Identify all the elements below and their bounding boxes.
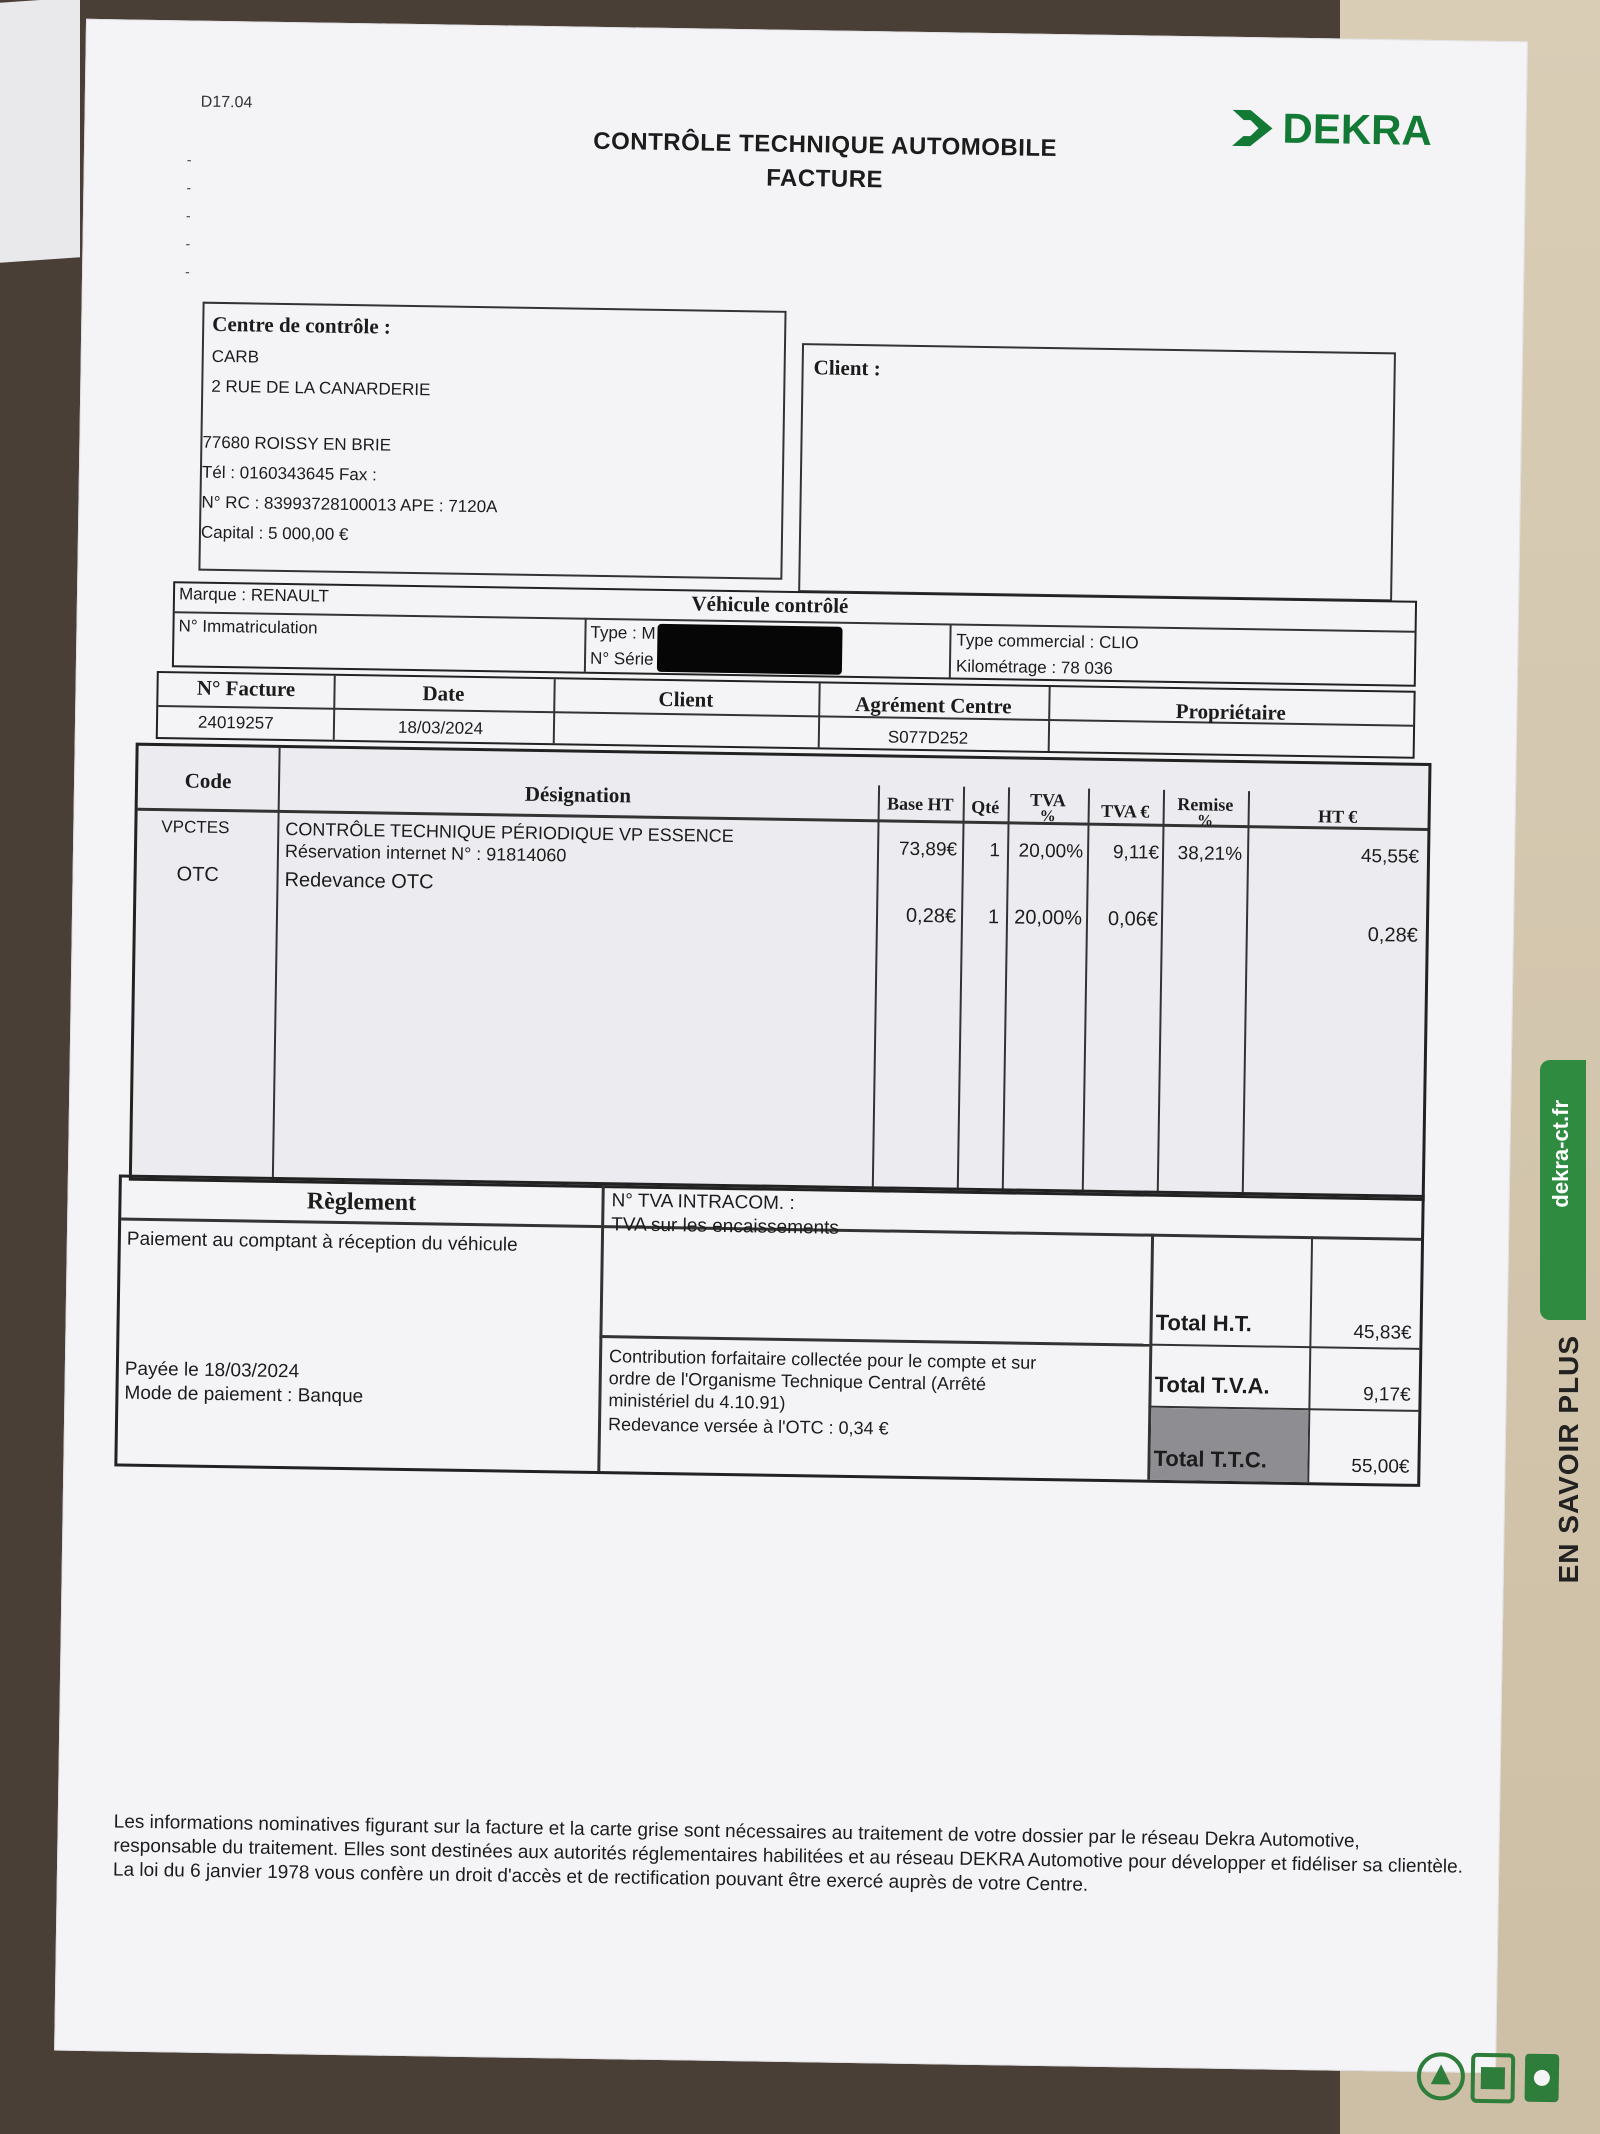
dekra-logo-icon (1230, 106, 1275, 151)
centre-box (198, 302, 786, 580)
vehicle-type: Type : M (590, 622, 656, 643)
row2-code: OTC (176, 863, 220, 886)
contribution-line2: ordre de l'Organisme Technique Central (Arrêté (608, 1368, 987, 1395)
vehicle-km: Kilométrage : 78 036 (955, 656, 1114, 679)
vehicle-commercial: Type commercial : CLIO (956, 630, 1139, 653)
row2-base: 0,28€ (905, 904, 957, 928)
col-remise-header: Remise (1177, 794, 1234, 815)
invoice-number: 24019257 (197, 712, 274, 733)
centre-capital: Capital : 5 000,00 € (200, 522, 349, 544)
dash-mark: - (186, 151, 192, 168)
total-ht-label: Total H.T. (1155, 1309, 1253, 1337)
vehicle-serie: N° Série (589, 648, 654, 669)
row1-base: 73,89€ (898, 838, 958, 861)
legal-notice: Les informations nominatives figurant sur la facture et la carte grise sont nécessaires au traitement de votre dossier par le réseau Dekra Automotive, responsable du traitement. Elles sont destinées aux autorités réglementaires habilitées et au réseau DEKRA Automotive pour développer et fidéliser sa clientèle. La loi du 6 janvier 1978 vous confère un droit d'accès et de rectification pouvant être exercé auprès de votre Centre. (112, 1811, 1464, 1896)
total-ht-value: 45,83€ (1353, 1321, 1412, 1344)
row1-sub: Réservation internet N° : 91814060 (284, 841, 567, 866)
redacted-area (657, 624, 843, 675)
row2-tva-pct: 20,00% (1014, 906, 1083, 930)
centre-heading: Centre de contrôle : (212, 311, 392, 339)
row2-ht: 0,28€ (1367, 924, 1418, 947)
col-designation-header: Désignation (524, 781, 632, 808)
total-tva-value: 9,17€ (1362, 1384, 1411, 1406)
row1-tva-pct: 20,00% (1018, 840, 1084, 863)
col-tva-eur-header: TVA € (1100, 800, 1150, 822)
document-subtitle: FACTURE (765, 164, 884, 194)
row1-designation: CONTRÔLE TECHNIQUE PÉRIODIQUE VP ESSENCE (285, 819, 734, 847)
row1-code: VPCTES (161, 817, 230, 838)
col-tva-pct-header-unit: % (1039, 807, 1056, 826)
invoice-number-header: N° Facture (196, 675, 296, 702)
invoice-client-header: Client (658, 686, 714, 712)
reglement-paid: Payée le 18/03/2024 (124, 1358, 300, 1383)
summary-section (114, 1174, 1424, 1486)
row1-tva-eur: 9,11€ (1112, 842, 1160, 864)
dash-mark: - (185, 207, 191, 224)
col-ht-header: HT € (1317, 806, 1358, 827)
document-reference: D17.04 (200, 93, 253, 112)
vehicle-immat-label: N° Immatriculation (178, 616, 318, 638)
dash-mark: - (185, 235, 191, 252)
contribution-line3: ministériel du 4.10.91) (608, 1390, 786, 1413)
dash-mark: - (184, 263, 190, 280)
contribution-line4: Redevance versée à l'OTC : 0,34 € (607, 1414, 889, 1439)
items-table (129, 743, 1432, 1201)
col-tva-pct-header: TVA (1029, 789, 1066, 811)
tva-intracom: N° TVA INTRACOM. : (611, 1190, 795, 1215)
invoice-date: 18/03/2024 (397, 717, 484, 739)
dash-mark: - (186, 179, 192, 196)
invoice-page (54, 19, 1528, 2073)
row1-qte: 1 (989, 840, 1001, 862)
dekra-logo (1230, 98, 1471, 162)
col-qte-header: Qté (971, 796, 1000, 818)
centre-rc: N° RC : 83993728100013 APE : 7120A (201, 492, 498, 517)
centre-phone: Tél : 0160343645 Fax : (201, 462, 377, 485)
reglement-line: Paiement au comptant à réception du véhicule (126, 1228, 518, 1256)
total-ttc-value: 55,00€ (1351, 1455, 1410, 1478)
dekra-logo-text: DEKRA (1282, 104, 1433, 154)
background-paper (0, 0, 80, 263)
reglement-mode: Mode de paiement : Banque (124, 1382, 364, 1408)
recycling-icons (1414, 2036, 1565, 2113)
invoice-owner-header: Propriétaire (1175, 699, 1286, 725)
centre-name: CARB (211, 346, 260, 367)
col-remise-header-unit: % (1196, 812, 1214, 830)
invoice-date-header: Date (422, 681, 465, 706)
vehicle-heading: Véhicule contrôlé (691, 591, 849, 618)
side-tab-text: dekra-ct.fr (1548, 1100, 1573, 1208)
recycle-icon (1414, 2036, 1565, 2108)
row2-designation: Redevance OTC (284, 869, 434, 894)
client-heading: Client : (813, 355, 881, 381)
tva-encaissements: TVA sur les encaissements (611, 1214, 840, 1239)
reglement-heading: Règlement (306, 1188, 417, 1217)
en-savoir-plus-text: EN SAVOIR PLUS (1553, 1335, 1584, 1584)
row2-qte: 1 (987, 906, 1000, 929)
row1-ht: 45,55€ (1360, 845, 1420, 868)
invoice-agrement-header: Agrément Centre (854, 691, 1012, 719)
vehicle-brand: Marque : RENAULT (178, 584, 330, 606)
document-title: CONTRÔLE TECHNIQUE AUTOMOBILE (593, 127, 1058, 163)
row2-tva-eur: 0,06€ (1107, 907, 1159, 931)
total-tva-label: Total T.V.A. (1154, 1371, 1270, 1399)
col-code-header: Code (184, 768, 232, 794)
col-base-header: Base HT (886, 793, 954, 815)
centre-street: 2 RUE DE LA CANARDERIE (211, 376, 431, 400)
client-box (798, 343, 1396, 601)
invoice-agrement: S077D252 (887, 727, 969, 748)
row1-remise: 38,21% (1177, 843, 1243, 866)
centre-city: 77680 ROISSY EN BRIE (202, 432, 392, 455)
contribution-line1: Contribution forfaitaire collectée pour le compte et sur (608, 1346, 1037, 1373)
total-ttc-label: Total T.T.C. (1153, 1445, 1268, 1473)
